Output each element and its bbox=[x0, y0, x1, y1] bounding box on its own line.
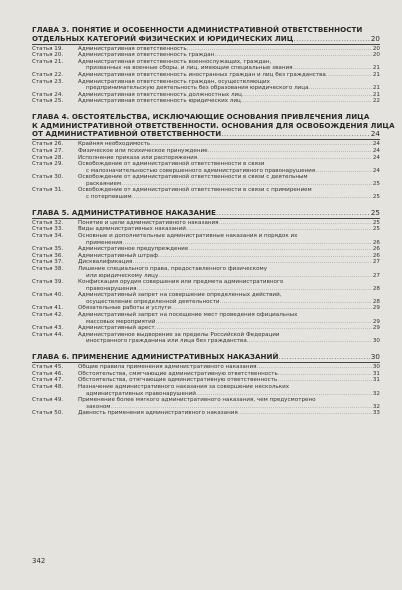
article-number: Статья 49. bbox=[32, 397, 64, 404]
dot-leader bbox=[111, 404, 372, 411]
entry-page: 20 bbox=[372, 52, 380, 59]
toc-entry bbox=[32, 292, 380, 305]
dot-leader bbox=[293, 35, 369, 44]
toc-entry bbox=[32, 59, 380, 72]
dot-leader bbox=[158, 253, 372, 260]
toc-entry bbox=[32, 246, 380, 253]
entry-line bbox=[78, 46, 380, 53]
entry-line bbox=[78, 79, 380, 86]
chapter-title-text: ГЛАВА 5. АДМИНИСТРАТИВНОЕ НАКАЗАНИЕ bbox=[32, 207, 216, 217]
entry-text bbox=[78, 59, 380, 72]
chapter-page: 24 bbox=[370, 129, 380, 139]
article-number: Статья 35. bbox=[32, 246, 64, 253]
toc-entry bbox=[32, 253, 380, 260]
entry-title: Освобождение от административной ответственности в связи с деятельным bbox=[78, 174, 308, 181]
entry-line bbox=[78, 397, 380, 404]
chapter-title-text: ОТДЕЛЬНЫХ КАТЕГОРИЙ ФИЗИЧЕСКИХ И ЮРИДИЧЕСКИХ ЛИЦ bbox=[32, 33, 294, 43]
entry-line bbox=[78, 92, 380, 99]
entry-title: Административный штраф bbox=[78, 252, 158, 259]
entry-line bbox=[78, 292, 380, 299]
entry-line bbox=[78, 141, 380, 148]
dot-leader bbox=[219, 220, 372, 227]
entry-text bbox=[78, 92, 380, 99]
entry-title: с потерпевшим bbox=[86, 194, 132, 201]
entry-line bbox=[78, 226, 380, 233]
chapter-page: 25 bbox=[370, 207, 380, 217]
dot-leader bbox=[220, 299, 372, 306]
toc-entry bbox=[32, 187, 380, 200]
entry-title: Административная ответственность иностранных граждан и лиц без гражданства bbox=[78, 72, 326, 79]
entry-line bbox=[78, 59, 380, 66]
dot-leader bbox=[158, 273, 372, 280]
entry-page: 29 bbox=[372, 325, 380, 332]
entry-title: Лишение специального права, предоставленного физическому bbox=[78, 265, 268, 272]
toc-entry bbox=[32, 410, 380, 417]
chapter-title-line bbox=[32, 209, 380, 218]
dot-leader bbox=[247, 338, 372, 345]
toc-entry bbox=[32, 92, 380, 99]
chapter-section bbox=[32, 26, 380, 105]
entry-text bbox=[78, 246, 380, 253]
entry-title: с малозначительностью совершенного административного правонарушения bbox=[86, 167, 316, 174]
article-number: Статья 48. bbox=[32, 383, 64, 390]
entry-text bbox=[78, 98, 380, 105]
entry-title: Административная ответственность граждан bbox=[78, 52, 215, 59]
entry-title: Административное предупреждение bbox=[78, 246, 189, 253]
entry-line bbox=[78, 98, 380, 105]
entry-line bbox=[78, 410, 380, 417]
toc-entry bbox=[32, 325, 380, 332]
dot-leader bbox=[279, 353, 370, 362]
dot-leader bbox=[196, 391, 372, 398]
dot-leader bbox=[326, 72, 372, 79]
entry-text bbox=[78, 174, 380, 187]
dot-leader bbox=[309, 85, 372, 92]
chapter-title bbox=[32, 26, 380, 45]
entry-title: призванных на военные сборы, и лиц, имеющие специальные звания bbox=[86, 65, 293, 72]
entry-title: Освобождение от административной ответственности в связи с примирением bbox=[78, 187, 312, 194]
toc-entry bbox=[32, 46, 380, 53]
entry-line bbox=[78, 65, 380, 72]
entry-line bbox=[78, 377, 380, 384]
entry-page: 26 bbox=[372, 252, 380, 259]
entry-title: Исполнение приказа или распоряжения bbox=[78, 154, 198, 161]
entry-line bbox=[78, 233, 380, 240]
toc-entry bbox=[32, 72, 380, 79]
entry-page: 21 bbox=[372, 85, 380, 92]
article-number: Статья 29. bbox=[32, 161, 64, 168]
article-number: Статья 31. bbox=[32, 187, 64, 194]
toc-entry bbox=[32, 161, 380, 174]
entry-line bbox=[78, 273, 380, 280]
entry-page: 31 bbox=[372, 377, 380, 384]
entry-line bbox=[78, 253, 380, 260]
chapter-title-text: ГЛАВА 3. ПОНЯТИЕ И ОСОБЕННОСТИ АДМИНИСТРАТИВНОЙ ОТВЕТСТВЕННОСТИ bbox=[32, 25, 363, 34]
entry-text bbox=[78, 259, 380, 266]
entry-title: Обстоятельства, отягчающие административную ответственность bbox=[78, 377, 278, 384]
entry-text bbox=[78, 187, 380, 200]
chapter-title bbox=[32, 209, 380, 219]
entry-text bbox=[78, 52, 380, 59]
dot-leader bbox=[241, 98, 372, 105]
article-number: Статья 25. bbox=[32, 98, 64, 105]
chapter-title-text: К АДМИНИСТРАТИВНОЙ ОТВЕТСТВЕННОСТИ. ОСНОВАНИЯ ДЛЯ ОСВОБОЖДЕНИЯ ЛИЦА bbox=[32, 120, 395, 130]
entry-line bbox=[78, 174, 380, 181]
entry-line bbox=[78, 404, 380, 411]
entry-page: 24 bbox=[372, 147, 380, 154]
chapter-title-line bbox=[32, 35, 380, 44]
entry-title: Освобождение от административной ответственности в связи bbox=[78, 161, 265, 168]
entry-line bbox=[78, 371, 380, 378]
entry-text bbox=[78, 312, 380, 325]
entry-title: Общие правила применения административного наказания bbox=[78, 364, 257, 371]
toc-entry bbox=[32, 397, 380, 410]
entry-title: Обстоятельства, смягчающие административную ответственность bbox=[78, 370, 278, 377]
entry-text bbox=[78, 364, 380, 371]
chapter-section bbox=[32, 209, 380, 345]
entry-title: иностранного гражданина или лица без гражданства bbox=[86, 338, 247, 345]
entry-page: 29 bbox=[372, 305, 380, 312]
chapter-title-text: ГЛАВА 6. ПРИМЕНЕНИЕ АДМИНИСТРАТИВНЫХ НАКАЗАНИЙ bbox=[32, 352, 279, 362]
chapter-title-text: ГЛАВА 4. ОБСТОЯТЕЛЬСТВА, ИСКЛЮЧАЮЩИЕ ОСНОВАНИЯ ПРИВЛЕЧЕНИЯ ЛИЦА bbox=[32, 112, 370, 122]
toc-entry bbox=[32, 279, 380, 292]
article-number: Статья 24. bbox=[32, 91, 64, 98]
entry-page: 21 bbox=[372, 72, 380, 79]
entry-title: Основные и дополнительные административные наказания и порядок их bbox=[78, 232, 298, 239]
dot-leader bbox=[242, 92, 372, 99]
entry-text bbox=[78, 233, 380, 246]
entry-title: Административное выдворение за пределы Российской Федерации bbox=[78, 331, 280, 338]
entry-text bbox=[78, 410, 380, 417]
entry-title: административных правонарушений bbox=[86, 390, 196, 397]
entry-title: или юридическому лицу bbox=[86, 272, 159, 279]
toc-entry bbox=[32, 384, 380, 397]
entry-title: массовых мероприятий bbox=[86, 318, 156, 325]
entry-page: 21 bbox=[372, 91, 380, 98]
article-number: Статья 20. bbox=[32, 52, 64, 59]
entry-page: 26 bbox=[372, 239, 380, 246]
entry-title: Крайняя необходимость bbox=[78, 141, 151, 148]
article-number: Статья 36. bbox=[32, 252, 64, 259]
entry-text bbox=[78, 141, 380, 148]
entry-title: Административный запрет на посещение мест проведения официальных bbox=[78, 312, 298, 319]
chapter-title bbox=[32, 353, 380, 363]
entry-text bbox=[78, 46, 380, 53]
dot-leader bbox=[188, 246, 372, 253]
entry-page: 30 bbox=[372, 364, 380, 371]
entry-page: 33 bbox=[372, 410, 380, 417]
entry-text bbox=[78, 292, 380, 305]
entry-line bbox=[78, 338, 380, 345]
entry-text bbox=[78, 72, 380, 79]
toc-entry bbox=[32, 98, 380, 105]
entry-page: 25 bbox=[372, 219, 380, 226]
entry-title: раскаянием bbox=[86, 180, 122, 187]
dot-leader bbox=[221, 130, 370, 139]
entry-page: 25 bbox=[372, 180, 380, 187]
toc-entry bbox=[32, 141, 380, 148]
entry-text bbox=[78, 226, 380, 233]
chapter-title-text: ОТ АДМИНИСТРАТИВНОЙ ОТВЕТСТВЕННОСТИ bbox=[32, 129, 222, 139]
article-number: Статья 46. bbox=[32, 370, 64, 377]
entry-text bbox=[78, 325, 380, 332]
toc-entry bbox=[32, 226, 380, 233]
toc-entry bbox=[32, 312, 380, 325]
entry-line bbox=[78, 161, 380, 168]
article-number: Статья 44. bbox=[32, 331, 64, 338]
entry-line bbox=[78, 246, 380, 253]
article-number: Статья 19. bbox=[32, 45, 64, 52]
entry-page: 25 bbox=[372, 194, 380, 201]
toc-entry bbox=[32, 332, 380, 345]
dot-leader bbox=[208, 148, 372, 155]
entry-title: применения bbox=[86, 239, 123, 246]
toc-entry bbox=[32, 52, 380, 59]
chapter-page: 20 bbox=[370, 33, 380, 43]
toc-entry bbox=[32, 259, 380, 266]
entry-page: 24 bbox=[372, 154, 380, 161]
entry-page: 20 bbox=[372, 45, 380, 52]
dot-leader bbox=[155, 319, 371, 326]
entry-line bbox=[78, 332, 380, 339]
entry-text bbox=[78, 148, 380, 155]
entry-line bbox=[78, 72, 380, 79]
toc-entry bbox=[32, 371, 380, 378]
entry-line bbox=[78, 312, 380, 319]
chapter-title-line bbox=[32, 130, 380, 139]
chapter-section bbox=[32, 353, 380, 417]
entry-line bbox=[78, 187, 380, 194]
article-number: Статья 34. bbox=[32, 232, 64, 239]
entry-text bbox=[78, 377, 380, 384]
entry-title: Давность применения административного наказания bbox=[78, 410, 238, 417]
dot-leader bbox=[256, 364, 371, 371]
page-number: 342 bbox=[32, 557, 46, 565]
article-number: Статья 43. bbox=[32, 325, 64, 332]
entry-page: 22 bbox=[372, 98, 380, 105]
entry-line bbox=[78, 384, 380, 391]
dot-leader bbox=[216, 209, 370, 218]
article-number: Статья 50. bbox=[32, 410, 64, 417]
entry-text bbox=[78, 161, 380, 174]
entry-page: 31 bbox=[372, 370, 380, 377]
article-number: Статья 26. bbox=[32, 141, 64, 148]
entry-line bbox=[78, 364, 380, 371]
entry-page: 25 bbox=[372, 226, 380, 233]
article-number: Статья 39. bbox=[32, 279, 64, 286]
entry-title: Применение более мягкого административного наказания, чем предусмотрено bbox=[78, 397, 316, 404]
dot-leader bbox=[238, 410, 372, 417]
dot-leader bbox=[315, 168, 372, 175]
entry-title: Административная ответственность юридических лиц bbox=[78, 98, 241, 105]
entry-text bbox=[78, 79, 380, 92]
dot-leader bbox=[150, 141, 372, 148]
entry-title: Виды административных наказаний bbox=[78, 226, 186, 233]
entry-title: Понятие и цели административного наказания bbox=[78, 219, 219, 226]
entry-page: 32 bbox=[372, 390, 380, 397]
dot-leader bbox=[214, 52, 371, 59]
article-number: Статья 37. bbox=[32, 259, 64, 266]
entry-text bbox=[78, 253, 380, 260]
entry-line bbox=[78, 85, 380, 92]
entry-page: 27 bbox=[372, 259, 380, 266]
chapter-title-line bbox=[32, 353, 380, 362]
entry-line bbox=[78, 266, 380, 273]
chapter-title bbox=[32, 112, 395, 140]
article-number: Статья 28. bbox=[32, 154, 64, 161]
article-number: Статья 33. bbox=[32, 226, 64, 233]
entry-title: Административная ответственность военнослужащих, граждан, bbox=[78, 58, 272, 65]
entry-line bbox=[78, 299, 380, 306]
entry-page: 26 bbox=[372, 246, 380, 253]
article-number: Статья 47. bbox=[32, 377, 64, 384]
entry-title: предпринимательскую деятельность без образования юридического лица bbox=[86, 85, 309, 92]
article-number: Статья 22. bbox=[32, 72, 64, 79]
toc-entry bbox=[32, 266, 380, 279]
article-number: Статья 21. bbox=[32, 58, 64, 65]
entry-title: законом bbox=[86, 403, 111, 410]
entry-title: Административный арест bbox=[78, 325, 155, 332]
entry-line bbox=[78, 148, 380, 155]
chapter-section bbox=[32, 112, 395, 201]
entry-line bbox=[78, 325, 380, 332]
entry-page: 27 bbox=[372, 272, 380, 279]
toc-entry bbox=[32, 233, 380, 246]
dot-leader bbox=[186, 226, 372, 233]
toc-entry bbox=[32, 79, 380, 92]
article-number: Статья 40. bbox=[32, 292, 64, 299]
article-number: Статья 38. bbox=[32, 265, 64, 272]
article-number: Статья 45. bbox=[32, 364, 64, 371]
entry-text bbox=[78, 397, 380, 410]
toc-entry bbox=[32, 174, 380, 187]
entry-text bbox=[78, 279, 380, 292]
dot-leader bbox=[277, 377, 372, 384]
entry-title: Административная ответственность bbox=[78, 45, 187, 52]
entry-title: Дисквалификация bbox=[78, 259, 133, 266]
entry-title: осуществление определенной деятельности bbox=[86, 298, 220, 305]
entry-title: Административная ответственность должностных лиц bbox=[78, 91, 242, 98]
entry-page: 24 bbox=[372, 141, 380, 148]
dot-leader bbox=[187, 46, 372, 53]
entry-text bbox=[78, 266, 380, 279]
entry-text bbox=[78, 332, 380, 345]
article-number: Статья 27. bbox=[32, 147, 64, 154]
dot-leader bbox=[278, 371, 372, 378]
chapter-page: 30 bbox=[370, 352, 380, 362]
entry-line bbox=[78, 391, 380, 398]
toc-entry bbox=[32, 148, 380, 155]
dot-leader bbox=[132, 259, 371, 266]
entry-page: 24 bbox=[372, 167, 380, 174]
entry-line bbox=[78, 259, 380, 266]
entry-title: Административная ответственность граждан, осуществляющих bbox=[78, 78, 270, 85]
entry-page: 32 bbox=[372, 403, 380, 410]
dot-leader bbox=[122, 240, 372, 247]
entry-text bbox=[78, 384, 380, 397]
entry-title: Физическое или психическое принуждение bbox=[78, 147, 208, 154]
entry-page: 30 bbox=[372, 338, 380, 345]
article-number: Статья 41. bbox=[32, 305, 64, 312]
entry-title: Назначение административного наказания за совершение нескольких bbox=[78, 383, 290, 390]
entry-line bbox=[78, 194, 380, 201]
entry-title: Административный запрет на совершение определенных действий, bbox=[78, 292, 282, 299]
entry-line bbox=[78, 279, 380, 286]
dot-leader bbox=[293, 65, 372, 72]
entry-title: Обязательные работы и услуги bbox=[78, 305, 172, 312]
toc-entry bbox=[32, 377, 380, 384]
entry-page: 29 bbox=[372, 318, 380, 325]
article-number: Статья 30. bbox=[32, 174, 64, 181]
entry-line bbox=[78, 240, 380, 247]
entry-page: 21 bbox=[372, 65, 380, 72]
entry-title: Конфискация орудия совершения или предмета административного bbox=[78, 279, 284, 286]
entry-line bbox=[78, 52, 380, 59]
article-number: Статья 42. bbox=[32, 312, 64, 319]
dot-leader bbox=[155, 325, 372, 332]
article-number: Статья 23. bbox=[32, 78, 64, 85]
table-of-contents bbox=[32, 25, 395, 417]
toc-entry bbox=[32, 364, 380, 371]
entry-page: 28 bbox=[372, 298, 380, 305]
entry-text bbox=[78, 371, 380, 378]
article-number: Статья 32. bbox=[32, 219, 64, 226]
entry-page: 28 bbox=[372, 285, 380, 292]
dot-leader bbox=[132, 194, 372, 201]
entry-title: правонарушения bbox=[86, 285, 137, 292]
